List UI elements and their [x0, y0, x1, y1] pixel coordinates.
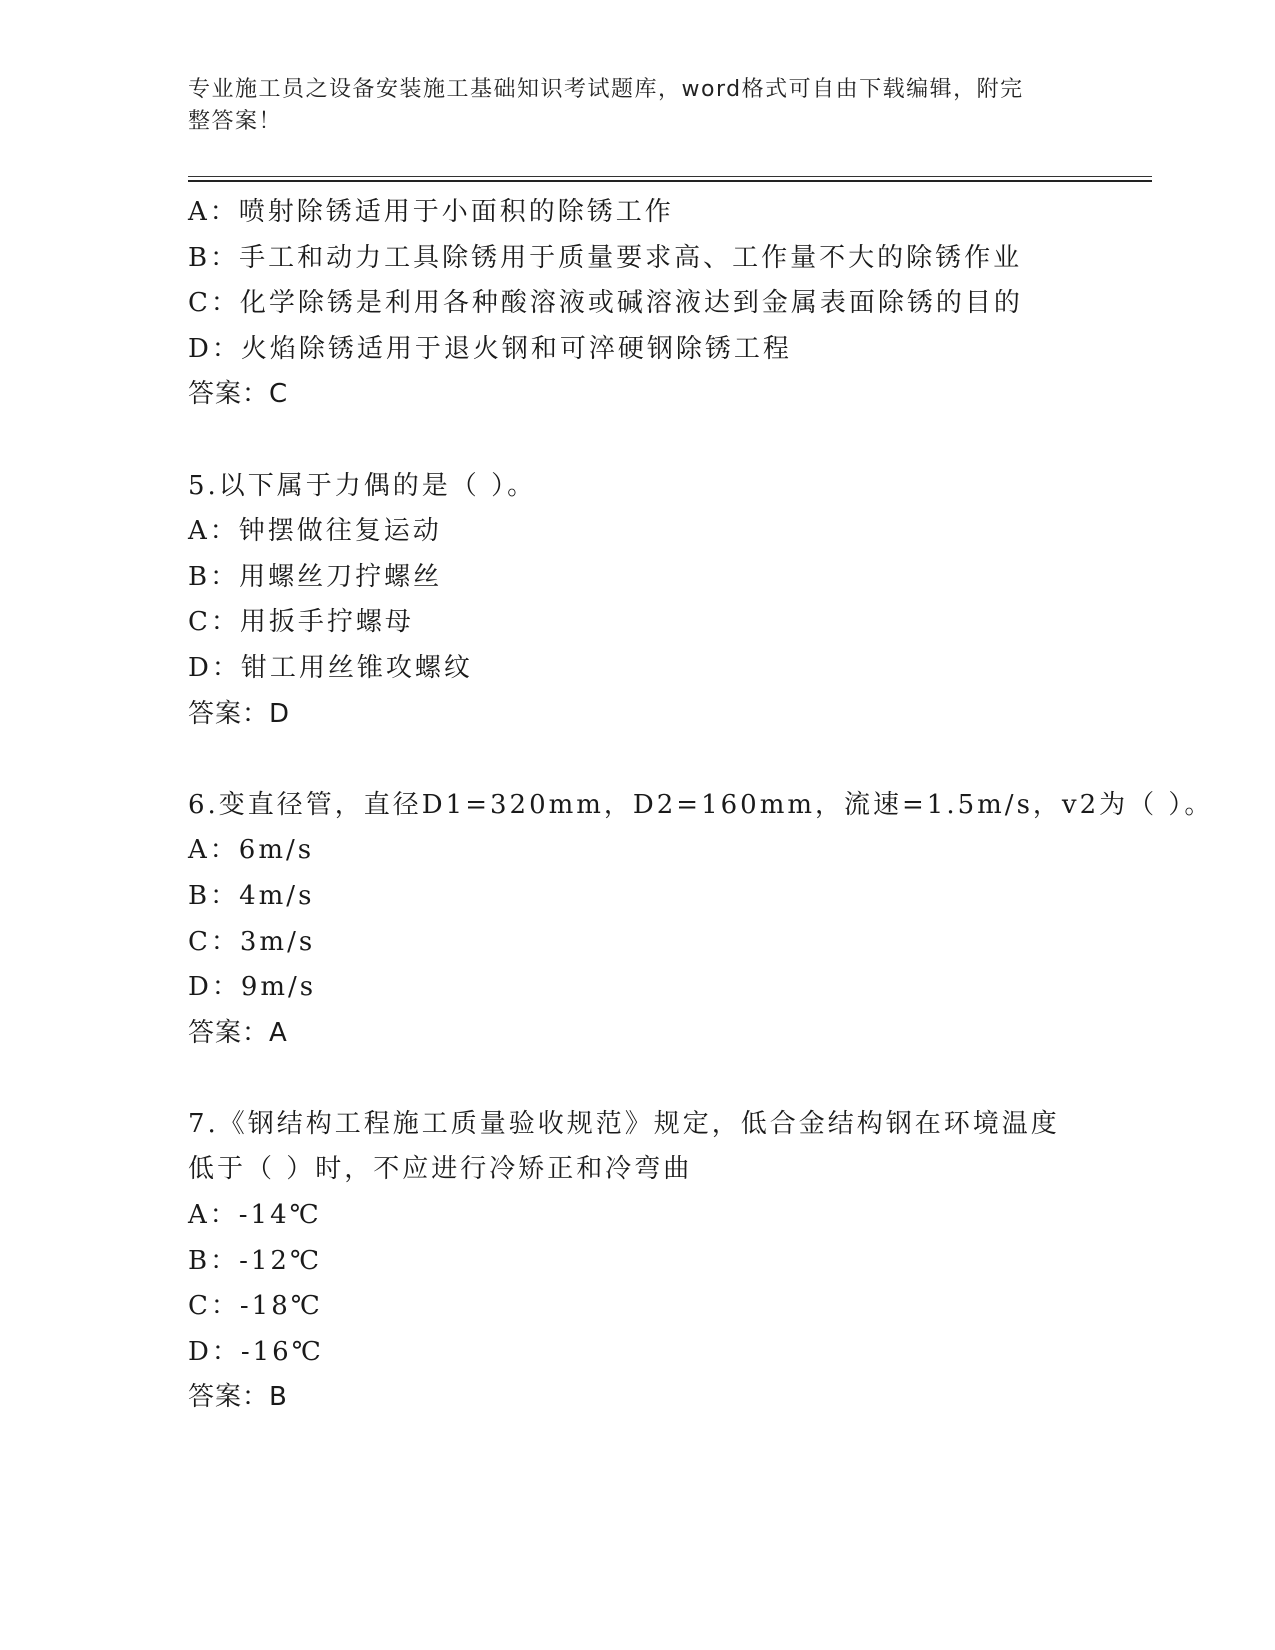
answer: 答案：D [188, 698, 291, 729]
option-b: B：-12℃ [188, 1245, 323, 1276]
option-c: C：用扳手拧螺母 [188, 607, 414, 638]
option-c: C：-18℃ [188, 1291, 323, 1322]
option-a: A：6m/s [188, 835, 315, 866]
option-b: B：用螺丝刀拧螺丝 [188, 561, 443, 592]
answer: 答案：B [188, 1382, 288, 1413]
option-d: D：-16℃ [188, 1336, 324, 1367]
option-a: A：-14℃ [188, 1200, 322, 1231]
question-stem-line-1: 7.《钢结构工程施工质量验收规范》规定，低合金结构钢在环境温度 [188, 1108, 1060, 1139]
header-rule-thin [188, 176, 1152, 177]
spacer [188, 418, 1088, 464]
header-line-1: 专业施工员之设备安装施工基础知识考试题库，word格式可自由下载编辑，附完 [188, 77, 1024, 102]
option-d: D：火焰除锈适用于退火钢和可淬硬钢除锈工程 [188, 333, 792, 364]
page-header [188, 74, 1068, 138]
option-d: D：钳工用丝锥攻螺纹 [188, 652, 473, 683]
answer: 答案：A [188, 1017, 288, 1048]
question-list [188, 190, 1214, 1421]
question-stem-line-2: 低于（ ）时，不应进行冷矫正和冷弯曲 [188, 1154, 693, 1185]
question-7 [188, 1102, 1088, 1421]
option-b: B：手工和动力工具除锈用于质量要求高、工作量不大的除锈作业 [188, 242, 1023, 273]
header-rule-thick [188, 180, 1152, 182]
question-stem: 5.以下属于力偶的是（ ）。 [188, 470, 537, 501]
option-b: B：4m/s [188, 880, 315, 911]
spacer [188, 737, 1088, 783]
option-a: A：喷射除锈适用于小面积的除锈工作 [188, 197, 674, 227]
answer: 答案：C [188, 379, 289, 410]
spacer [188, 1056, 1088, 1102]
option-d: D：9m/s [188, 972, 317, 1003]
option-c: C：3m/s [188, 926, 316, 957]
question-4 [188, 190, 1088, 418]
question-stem: 6.变直径管，直径D1=320mm，D2=160mm，流速=1.5m/s，v2为（ ）。 [188, 789, 1214, 820]
option-c: C：化学除锈是利用各种酸溶液或碱溶液达到金属表面除锈的目的 [188, 288, 1023, 319]
header-line-2: 整答案！ [188, 109, 283, 134]
option-a: A：钟摆做往复运动 [188, 516, 442, 547]
question-6 [188, 783, 1214, 1057]
question-5 [188, 464, 1088, 738]
